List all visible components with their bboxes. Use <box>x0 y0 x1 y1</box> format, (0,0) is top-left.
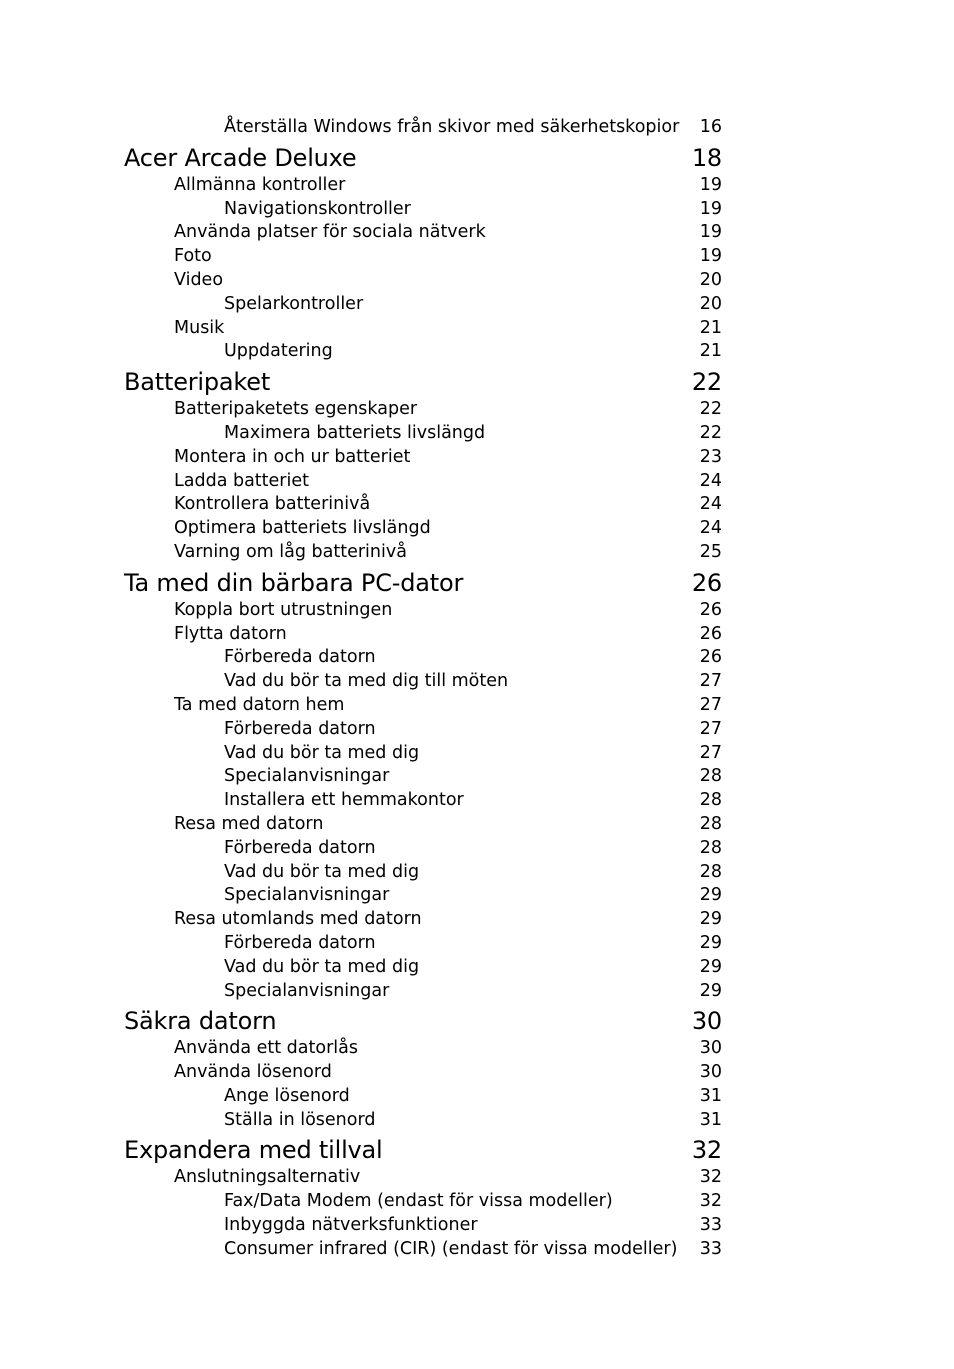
toc-page-number: 29 <box>699 932 722 953</box>
toc-entry-title: Återställa Windows från skivor med säkerhetskopior <box>224 117 680 137</box>
toc-entry-title: Anslutningsalternativ <box>174 1167 361 1188</box>
toc-page-number: 16 <box>699 117 722 137</box>
toc-page-number: 26 <box>691 568 722 597</box>
toc-section[interactable] <box>124 493 722 517</box>
toc-subsection[interactable] <box>124 1085 722 1109</box>
toc-page-number: 33 <box>699 1238 722 1259</box>
toc-subsection[interactable] <box>124 718 722 742</box>
toc-section[interactable] <box>124 599 722 623</box>
toc-subsection[interactable] <box>124 861 722 885</box>
toc-page-number: 19 <box>699 246 722 267</box>
toc-subsection[interactable] <box>124 980 722 1004</box>
toc-entry-title: Kontrollera batterinivå <box>174 494 371 515</box>
toc-chapter[interactable] <box>124 567 722 599</box>
toc-page-number: 28 <box>699 790 722 811</box>
toc-page-number: 29 <box>699 909 722 930</box>
toc-page-number: 26 <box>699 623 722 644</box>
toc-entry-title: Optimera batteriets livslängd <box>174 518 431 539</box>
toc-section[interactable] <box>124 1061 722 1085</box>
toc-page-number: 24 <box>699 518 722 539</box>
toc-page-number: 20 <box>699 269 722 290</box>
toc-entry-title: Installera ett hemmakontor <box>224 790 464 811</box>
toc-page-number: 19 <box>699 222 722 243</box>
toc-page-number: 31 <box>699 1085 722 1106</box>
toc-entry-title: Expandera med tillval <box>124 1136 383 1165</box>
toc-page-number: 29 <box>699 956 722 977</box>
toc-entry-title: Vad du bör ta med dig <box>224 956 420 977</box>
toc-entry-title: Navigationskontroller <box>224 198 411 219</box>
toc-subsection[interactable] <box>124 956 722 980</box>
toc-entry-title: Förbereda datorn <box>224 837 376 858</box>
toc-subsection[interactable] <box>124 837 722 861</box>
toc-page-number: 30 <box>691 1007 722 1036</box>
toc-subsection[interactable] <box>124 1190 722 1214</box>
toc-entry-title: Ta med datorn hem <box>174 694 345 715</box>
toc-subsection[interactable] <box>124 340 722 364</box>
toc-entry-title: Allmänna kontroller <box>174 174 346 195</box>
toc-entry-title: Acer Arcade Deluxe <box>124 143 357 172</box>
toc-page-number: 32 <box>699 1167 722 1188</box>
toc-chapter[interactable] <box>124 366 722 398</box>
toc-section[interactable] <box>124 269 722 293</box>
toc-entry-title: Använda platser för sociala nätverk <box>174 222 486 243</box>
toc-section[interactable] <box>124 1037 722 1061</box>
toc-page-number: 24 <box>699 470 722 491</box>
toc-entry-title: Använda ett datorlås <box>174 1038 358 1059</box>
toc-subsection[interactable] <box>124 1109 722 1133</box>
toc-entry-title: Consumer infrared (CIR) (endast för vissa modeller) <box>224 1238 678 1259</box>
toc-page-number: 29 <box>699 885 722 906</box>
toc-entry-title: Ladda batteriet <box>174 470 309 491</box>
toc-entry-title: Inbyggda nätverksfunktioner <box>224 1215 478 1236</box>
toc-entry-title: Förbereda datorn <box>224 647 376 668</box>
toc-page-number: 27 <box>699 742 722 763</box>
toc-entry-title: Resa med datorn <box>174 813 324 834</box>
toc-entry-title: Specialanvisningar <box>224 885 390 906</box>
toc-page-number: 20 <box>699 293 722 314</box>
toc-entry-title: Fax/Data Modem (endast för vissa modeller) <box>224 1191 613 1212</box>
toc-subsection[interactable] <box>124 884 722 908</box>
toc-subsection[interactable] <box>124 670 722 694</box>
toc-page-number: 19 <box>699 198 722 219</box>
toc-section[interactable] <box>124 623 722 647</box>
toc-page-number: 30 <box>699 1038 722 1059</box>
toc-subsection[interactable] <box>124 198 722 222</box>
toc-section[interactable] <box>124 541 722 565</box>
toc-entry-title: Säkra datorn <box>124 1007 277 1036</box>
toc-page-number: 32 <box>699 1191 722 1212</box>
toc-subsection[interactable] <box>124 646 722 670</box>
toc-subsection[interactable] <box>124 293 722 317</box>
toc-subsection[interactable] <box>124 789 722 813</box>
toc-page-number: 28 <box>699 766 722 787</box>
toc-page-number: 24 <box>699 494 722 515</box>
toc-section[interactable] <box>124 694 722 718</box>
toc-page-number: 29 <box>699 980 722 1001</box>
toc-page-number: 28 <box>699 837 722 858</box>
toc-section[interactable] <box>124 398 722 422</box>
toc-section[interactable] <box>124 174 722 198</box>
toc-entry-title: Batteripaket <box>124 368 271 397</box>
toc-subsection[interactable] <box>124 1214 722 1238</box>
toc-subsection[interactable] <box>124 422 722 446</box>
toc-entry-title: Specialanvisningar <box>224 980 390 1001</box>
toc-section[interactable] <box>124 517 722 541</box>
toc-entry-title: Ställa in lösenord <box>224 1109 376 1130</box>
toc-page-number: 19 <box>699 174 722 195</box>
toc-page-number: 26 <box>699 599 722 620</box>
toc-page-number: 32 <box>691 1136 722 1165</box>
toc-section[interactable] <box>124 245 722 269</box>
toc-entry-title: Vad du bör ta med dig <box>224 742 420 763</box>
toc-entry-title: Batteripaketets egenskaper <box>174 399 418 420</box>
toc-chapter[interactable] <box>124 142 722 174</box>
toc-page-number: 22 <box>699 399 722 420</box>
toc-entry-title: Förbereda datorn <box>224 932 376 953</box>
toc-page-number: 21 <box>699 317 722 338</box>
toc-entry-title: Uppdatering <box>224 341 333 362</box>
toc-chapter[interactable] <box>124 1134 722 1166</box>
toc-page-number: 21 <box>699 341 722 362</box>
toc-page-number: 25 <box>699 541 722 562</box>
toc-section[interactable] <box>124 317 722 341</box>
toc-entry-title: Resa utomlands med datorn <box>174 909 422 930</box>
toc-chapter[interactable] <box>124 1005 722 1037</box>
toc-page-number: 23 <box>699 446 722 467</box>
toc-page-number: 27 <box>699 718 722 739</box>
toc-entry-title: Video <box>174 269 224 290</box>
toc-section[interactable] <box>124 470 722 494</box>
toc-entry-title: Ta med din bärbara PC-dator <box>124 568 464 597</box>
toc-entry-title: Montera in och ur batteriet <box>174 446 411 467</box>
toc-subsection[interactable] <box>124 765 722 789</box>
toc-section[interactable] <box>124 1166 722 1190</box>
toc-page-number: 30 <box>699 1062 722 1083</box>
toc-entry-title: Maximera batteriets livslängd <box>224 422 486 443</box>
toc-page-number: 28 <box>699 813 722 834</box>
toc-page-number: 22 <box>699 422 722 443</box>
toc-page-number: 18 <box>691 143 722 172</box>
toc-subsection[interactable] <box>124 932 722 956</box>
toc-entry-title: Flytta datorn <box>174 623 287 644</box>
toc-entry-title: Vad du bör ta med dig till möten <box>224 671 509 692</box>
toc-entry-title: Förbereda datorn <box>224 718 376 739</box>
toc-page-number: 27 <box>699 671 722 692</box>
toc-section[interactable] <box>124 446 722 470</box>
toc-entry-title: Musik <box>174 317 225 338</box>
toc-page-number: 22 <box>691 368 722 397</box>
toc-entry-title: Vad du bör ta med dig <box>224 861 420 882</box>
toc-page-number: 28 <box>699 861 722 882</box>
toc-entry-title: Ange lösenord <box>224 1085 350 1106</box>
table-of-contents <box>124 116 722 1262</box>
toc-subsection[interactable] <box>124 116 722 140</box>
toc-entry-title: Spelarkontroller <box>224 293 364 314</box>
toc-entry-title: Foto <box>174 246 212 267</box>
toc-subsection[interactable] <box>124 742 722 766</box>
toc-entry-title: Specialanvisningar <box>224 766 390 787</box>
toc-page-number: 33 <box>699 1215 722 1236</box>
toc-page-number: 27 <box>699 694 722 715</box>
toc-section[interactable] <box>124 813 722 837</box>
toc-section[interactable] <box>124 221 722 245</box>
toc-page-number: 26 <box>699 647 722 668</box>
toc-section[interactable] <box>124 908 722 932</box>
toc-entry-title: Använda lösenord <box>174 1062 332 1083</box>
toc-entry-title: Varning om låg batterinivå <box>174 541 407 562</box>
toc-page-number: 31 <box>699 1109 722 1130</box>
toc-subsection[interactable] <box>124 1238 722 1262</box>
toc-entry-title: Koppla bort utrustningen <box>174 599 393 620</box>
